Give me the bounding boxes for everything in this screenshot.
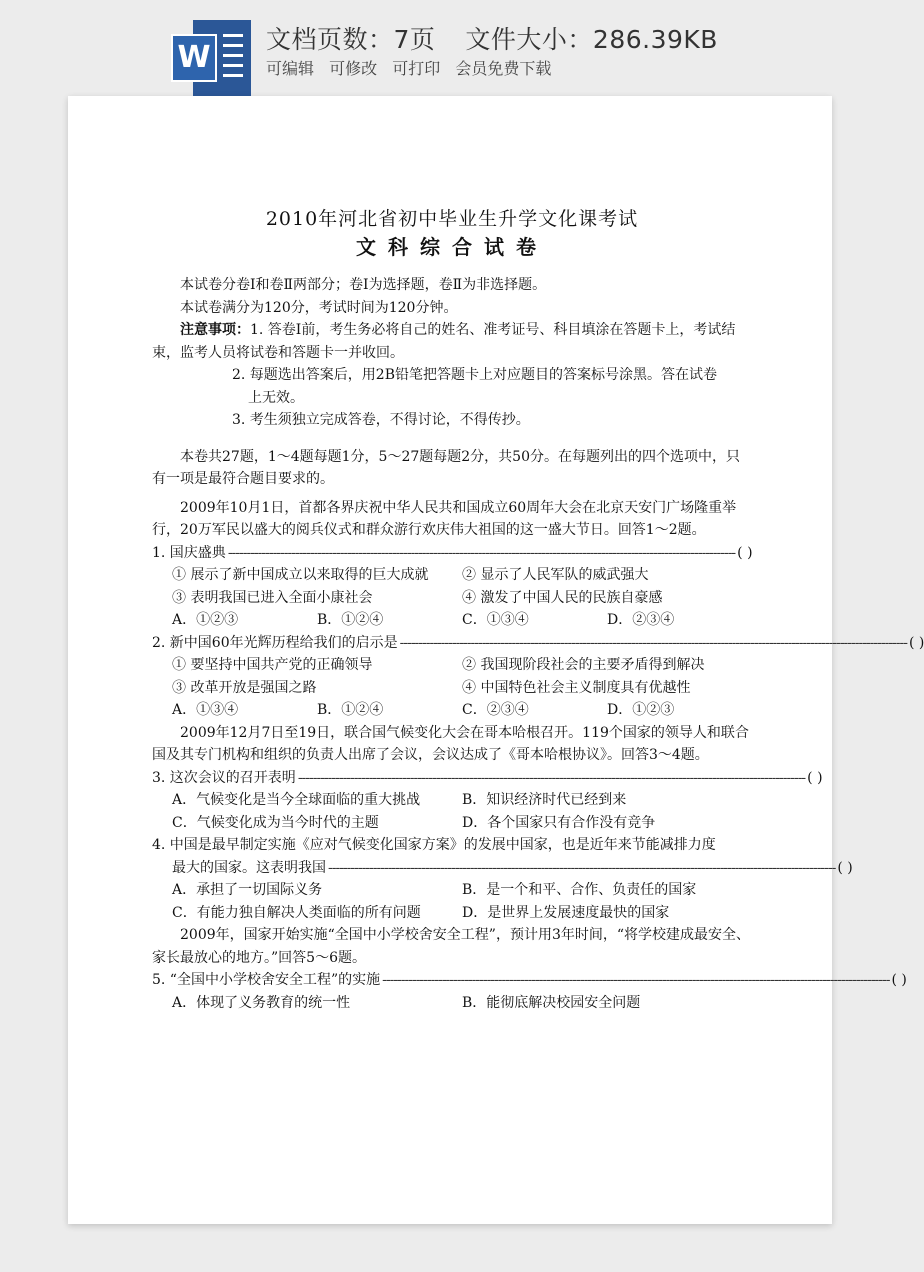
question-2-items-row-2 [152, 677, 752, 700]
feature-printable: 可打印 [392, 59, 441, 78]
question-1-items-row-2 [152, 587, 752, 610]
exam-subtitle: 文科综合试卷 [356, 235, 548, 259]
feature-member-download: 会员免费下载 [455, 59, 552, 78]
notice-2-cont: 上无效。 [248, 389, 304, 406]
notice-1-text: 1. 答卷Ⅰ前，考生务必将自己的姓名、准考证号、科目填涂在答题卡上，考试结束，监考人员将试卷和答题卡一并收回。 [152, 322, 736, 361]
statement-item: ② 显示了人民军队的威武强大 [462, 567, 649, 583]
option-d: D．②③④ [607, 612, 675, 628]
answer-leader: ---------------------------------------------------------------------------------------------------------------------------------------- [328, 859, 836, 876]
option-b: B．①②④ [317, 702, 384, 718]
intro-line-2: 本试卷满分为120分，考试时间为120分钟。 [180, 299, 458, 316]
document-content [152, 206, 924, 1014]
question-3-options-row-2 [152, 812, 752, 835]
question-4-options-row-1 [152, 879, 752, 902]
exam-title: 2010年河北省初中毕业生升学文化课考试 [265, 208, 639, 230]
notice-3: 3. 考生须独立完成答卷，不得讨论，不得传抄。 [232, 412, 530, 428]
notice-2 [152, 364, 752, 409]
option-c: C．气候变化成为当今时代的主题 [172, 814, 379, 831]
option-c: C．①③④ [462, 612, 529, 628]
page-count: 文档页数：7页 [266, 25, 436, 54]
statement-item: ③ 表明我国已进入全面小康社会 [172, 589, 373, 606]
answer-leader: ---------------------------------------------------------------------------------------------------------------------------------------- [382, 972, 890, 988]
option-c: C．②③④ [462, 702, 529, 718]
option-a: A．气候变化是当今全球面临的重大挑战 [172, 792, 421, 808]
option-d: D．是世界上发展速度最快的国家 [462, 904, 670, 921]
option-a: A．①③④ [172, 702, 239, 718]
option-a: A．①②③ [172, 612, 239, 628]
notice-2-text: 2. 每题选出答案后，用2B铅笔把答题卡上对应题目的答案标号涂黑。答在试卷 [232, 367, 718, 383]
answer-bracket: ( ) [737, 544, 753, 561]
answer-leader: ---------------------------------------------------------------------------------------------------------------------------------------- [227, 544, 736, 561]
statement-item: ① 展示了新中国成立以来取得的巨大成就 [172, 567, 429, 583]
statement-item: ① 要坚持中国共产党的正确领导 [172, 657, 373, 673]
notice-label: 注意事项： [180, 322, 250, 338]
question-4-text: 最大的国家。这表明我国 [172, 859, 326, 876]
file-meta [266, 20, 718, 56]
file-size: 文件大小：286.39KB [465, 25, 718, 54]
intro-line-1: 本试卷分卷Ⅰ和卷Ⅱ两部分；卷Ⅰ为选择题，卷Ⅱ为非选择题。 [180, 277, 547, 293]
statement-item: ④ 激发了中国人民的民族自豪感 [462, 589, 663, 606]
notice-1 [152, 319, 752, 364]
option-b: B．知识经济时代已经到来 [462, 792, 627, 808]
statement-item: ③ 改革开放是强国之路 [172, 679, 317, 696]
question-1-text: 1. 国庆盛典 [152, 544, 226, 561]
option-b: B．是一个和平、合作、负责任的国家 [462, 882, 697, 898]
answer-bracket: ( ) [891, 972, 907, 988]
question-2-items-row-1 [152, 654, 752, 677]
answer-leader: ---------------------------------------------------------------------------------------------------------------------------------------- [399, 634, 907, 651]
option-a: A．承担了一切国际义务 [172, 882, 323, 898]
document-page [68, 96, 924, 1224]
section-intro: 本卷共27题，1～4题每题1分，5～27题每题2分，共50分。在每题列出的四个选项中，只有一项是最符合题目要求的。 [152, 448, 740, 487]
question-2-text: 2. 新中国60年光辉历程给我们的启示是 [152, 634, 398, 651]
question-4-options-row-2 [152, 902, 752, 925]
feature-editable: 可编辑 [266, 59, 315, 78]
material-3: 2009年，国家开始实施“全国中小学校舍安全工程”，预计用3年时间，“将学校建成最安全、家长最放心的地方。”回答5～6题。 [152, 927, 751, 966]
feature-list [266, 56, 561, 79]
option-a: A．体现了义务教育的统一性 [172, 994, 351, 1011]
word-icon-letter: W [171, 34, 217, 82]
question-3-options-row-1 [152, 789, 752, 812]
option-c: C．有能力独自解决人类面临的所有问题 [172, 904, 421, 921]
question-5-stem [152, 969, 907, 992]
question-1-options [152, 609, 752, 632]
question-1-items-row-1 [152, 564, 752, 587]
question-5-text: 5. “全国中小学校舍安全工程”的实施 [152, 972, 381, 988]
question-2-options [152, 699, 752, 722]
option-d: D．各个国家只有合作没有竞争 [462, 814, 656, 831]
option-b: B．能彻底解决校园安全问题 [462, 994, 641, 1011]
document-info-banner [0, 0, 900, 96]
material-2: 2009年12月7日至19日，联合国气候变化大会在哥本哈根召开。119个国家的领导人和联合国及其专门机构和组织的负责人出席了会议，会议达成了《哥本哈根协议》。回答3～4题。 [152, 724, 749, 763]
answer-bracket: ( ) [837, 859, 853, 876]
question-3-text: 3. 这次会议的召开表明 [152, 769, 296, 786]
material-1: 2009年10月1日，首都各界庆祝中华人民共和国成立60周年大会在北京天安门广场隆重举行，20万军民以盛大的阅兵仪式和群众游行欢庆伟大祖国的这一盛大节日。回答1～2题。 [152, 499, 737, 538]
option-b: B．①②④ [317, 612, 384, 628]
statement-item: ② 我国现阶段社会的主要矛盾得到解决 [462, 657, 705, 673]
answer-bracket: ( ) [908, 634, 924, 651]
option-d: D．①②③ [607, 702, 675, 718]
question-4-stem: 4. 中国是最早制定实施《应对气候变化国家方案》的发展中国家，也是近年来节能减排力度 [152, 837, 716, 853]
statement-item: ④ 中国特色社会主义制度具有优越性 [462, 679, 691, 696]
answer-bracket: ( ) [807, 769, 823, 786]
question-5-options-row-1 [152, 992, 752, 1015]
question-2-stem [152, 632, 924, 655]
question-1-stem [152, 542, 752, 565]
question-4-stem-cont [152, 857, 853, 880]
feature-modifiable: 可修改 [329, 59, 378, 78]
word-document-icon [171, 20, 251, 96]
question-3-stem [152, 767, 823, 790]
answer-leader: ---------------------------------------------------------------------------------------------------------------------------------------- [297, 769, 806, 786]
